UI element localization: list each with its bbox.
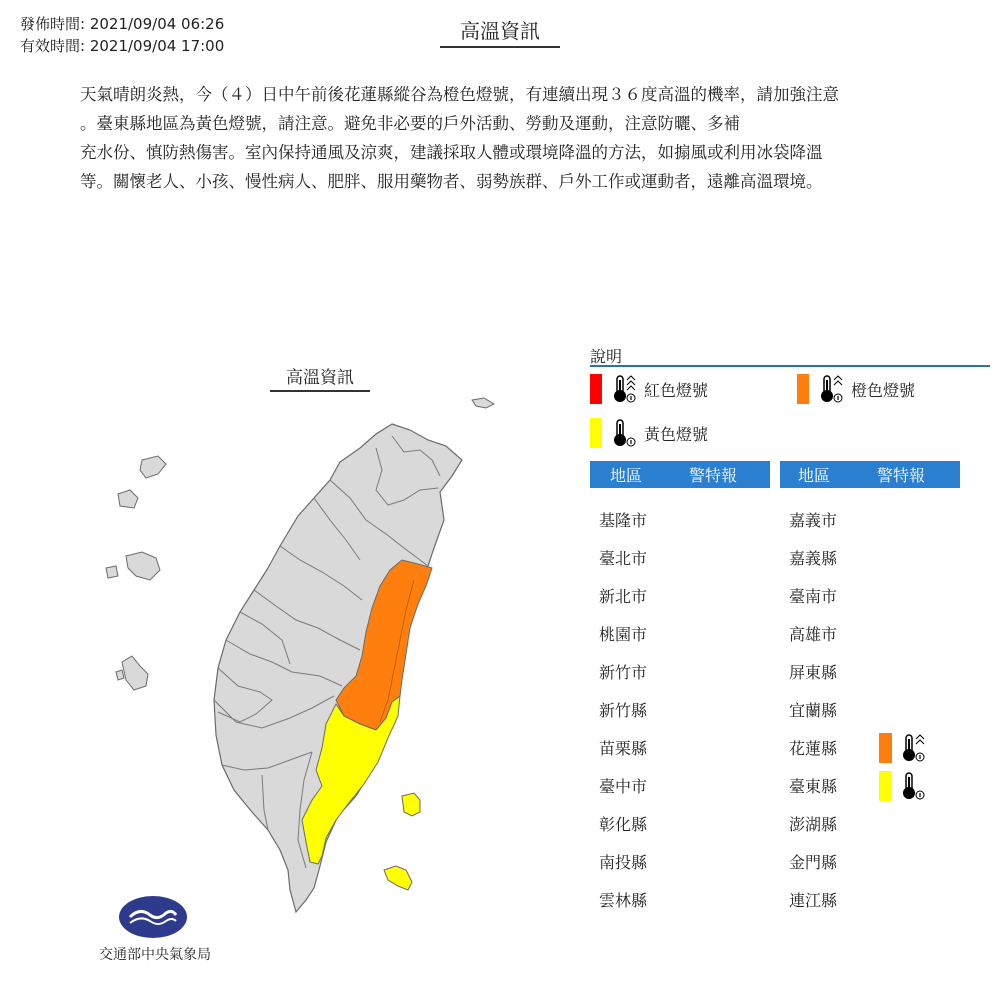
region-name: 新竹縣 [599,701,648,720]
description-line: 等。關懷老人、小孩、慢性病人、肥胖、服用藥物者、弱勢族群、戶外工作或運動者，遠離高溫環境。 [80,172,823,191]
red-swatch [590,374,602,404]
region-name: 宜蘭縣 [789,701,838,720]
description-line: 充水份、慎防熱傷害。室內保持通風及涼爽，建議採取人體或環境降溫的方法，如搧風或利用冰袋降溫 [80,143,823,162]
legend-yellow-label: 黃色燈號 [644,424,709,444]
region-name: 連江縣 [789,891,838,910]
turtle-island [472,398,494,408]
region-name: 嘉義縣 [789,549,838,568]
legend-orange-label: 橙色燈號 [851,380,916,400]
table-header-left [590,461,770,488]
region-name: 臺中市 [599,777,648,796]
region-name: 高雄市 [789,625,838,644]
thermometer-high-icon [897,733,927,763]
issue-time: 發佈時間: 2021/09/04 06:26 [20,15,225,33]
region-name: 苗栗縣 [599,739,648,758]
region-name: 彰化縣 [599,815,648,834]
region-name: 臺北市 [599,549,648,568]
table-header-right [780,461,960,488]
description-line: 天氣晴朗炎熱，今（４）日中午前後花蓮縣縱谷為橙色燈號，有連續出現３６度高溫的機率，請加強注意 [80,85,839,104]
legend-yellow [590,418,708,448]
thermometer-high-icon [608,374,638,404]
legend-red-label: 紅色燈號 [644,380,709,400]
penghu-islands [106,456,166,690]
orchid-island [384,866,412,890]
region-name: 新北市 [599,587,648,606]
region-name: 嘉義市 [789,511,838,530]
region-name: 南投縣 [599,853,648,872]
region-name: 屏東縣 [789,663,838,682]
legend-title: 說明 [590,347,623,366]
thermometer-icon [897,771,927,801]
legend-divider [590,365,990,367]
legend-red [590,374,708,404]
taiwan-main-island [214,424,462,912]
region-name: 臺東縣 [789,777,838,796]
region-name: 雲林縣 [599,891,648,910]
valid-time: 有效時間: 2021/09/04 17:00 [20,37,225,55]
region-name: 基隆市 [599,511,648,530]
cwb-logo [118,895,188,939]
agency-name: 交通部中央氣象局 [99,947,211,963]
orange-swatch [797,374,809,404]
region-name: 金門縣 [789,853,838,872]
region-name: 新竹市 [599,663,648,682]
thermometer-icon [608,418,638,448]
time-info [20,13,224,57]
yellow-warning-swatch [879,771,892,801]
legend-orange [797,374,915,404]
green-island [402,793,420,816]
region-name: 臺南市 [789,587,838,606]
page-title: 高溫資訊 [440,18,560,48]
orange-warning-swatch [879,733,892,763]
description [80,80,920,196]
region-name: 桃園市 [599,625,648,644]
region-name: 澎湖縣 [789,815,838,834]
description-line: 。臺東縣地區為黃色燈號，請注意。避免非必要的戶外活動、勞動及運動，注意防曬、多補 [80,114,740,133]
taiwan-map [90,360,510,920]
warning-header: 警特報 [689,466,738,485]
map-title: 高溫資訊 [270,366,370,392]
region-name: 花蓮縣 [789,739,838,758]
warning-header: 警特報 [877,466,926,485]
region-header: 地區 [798,466,831,485]
yellow-swatch [590,418,602,448]
thermometer-high-icon [815,374,845,404]
region-header: 地區 [610,466,643,485]
